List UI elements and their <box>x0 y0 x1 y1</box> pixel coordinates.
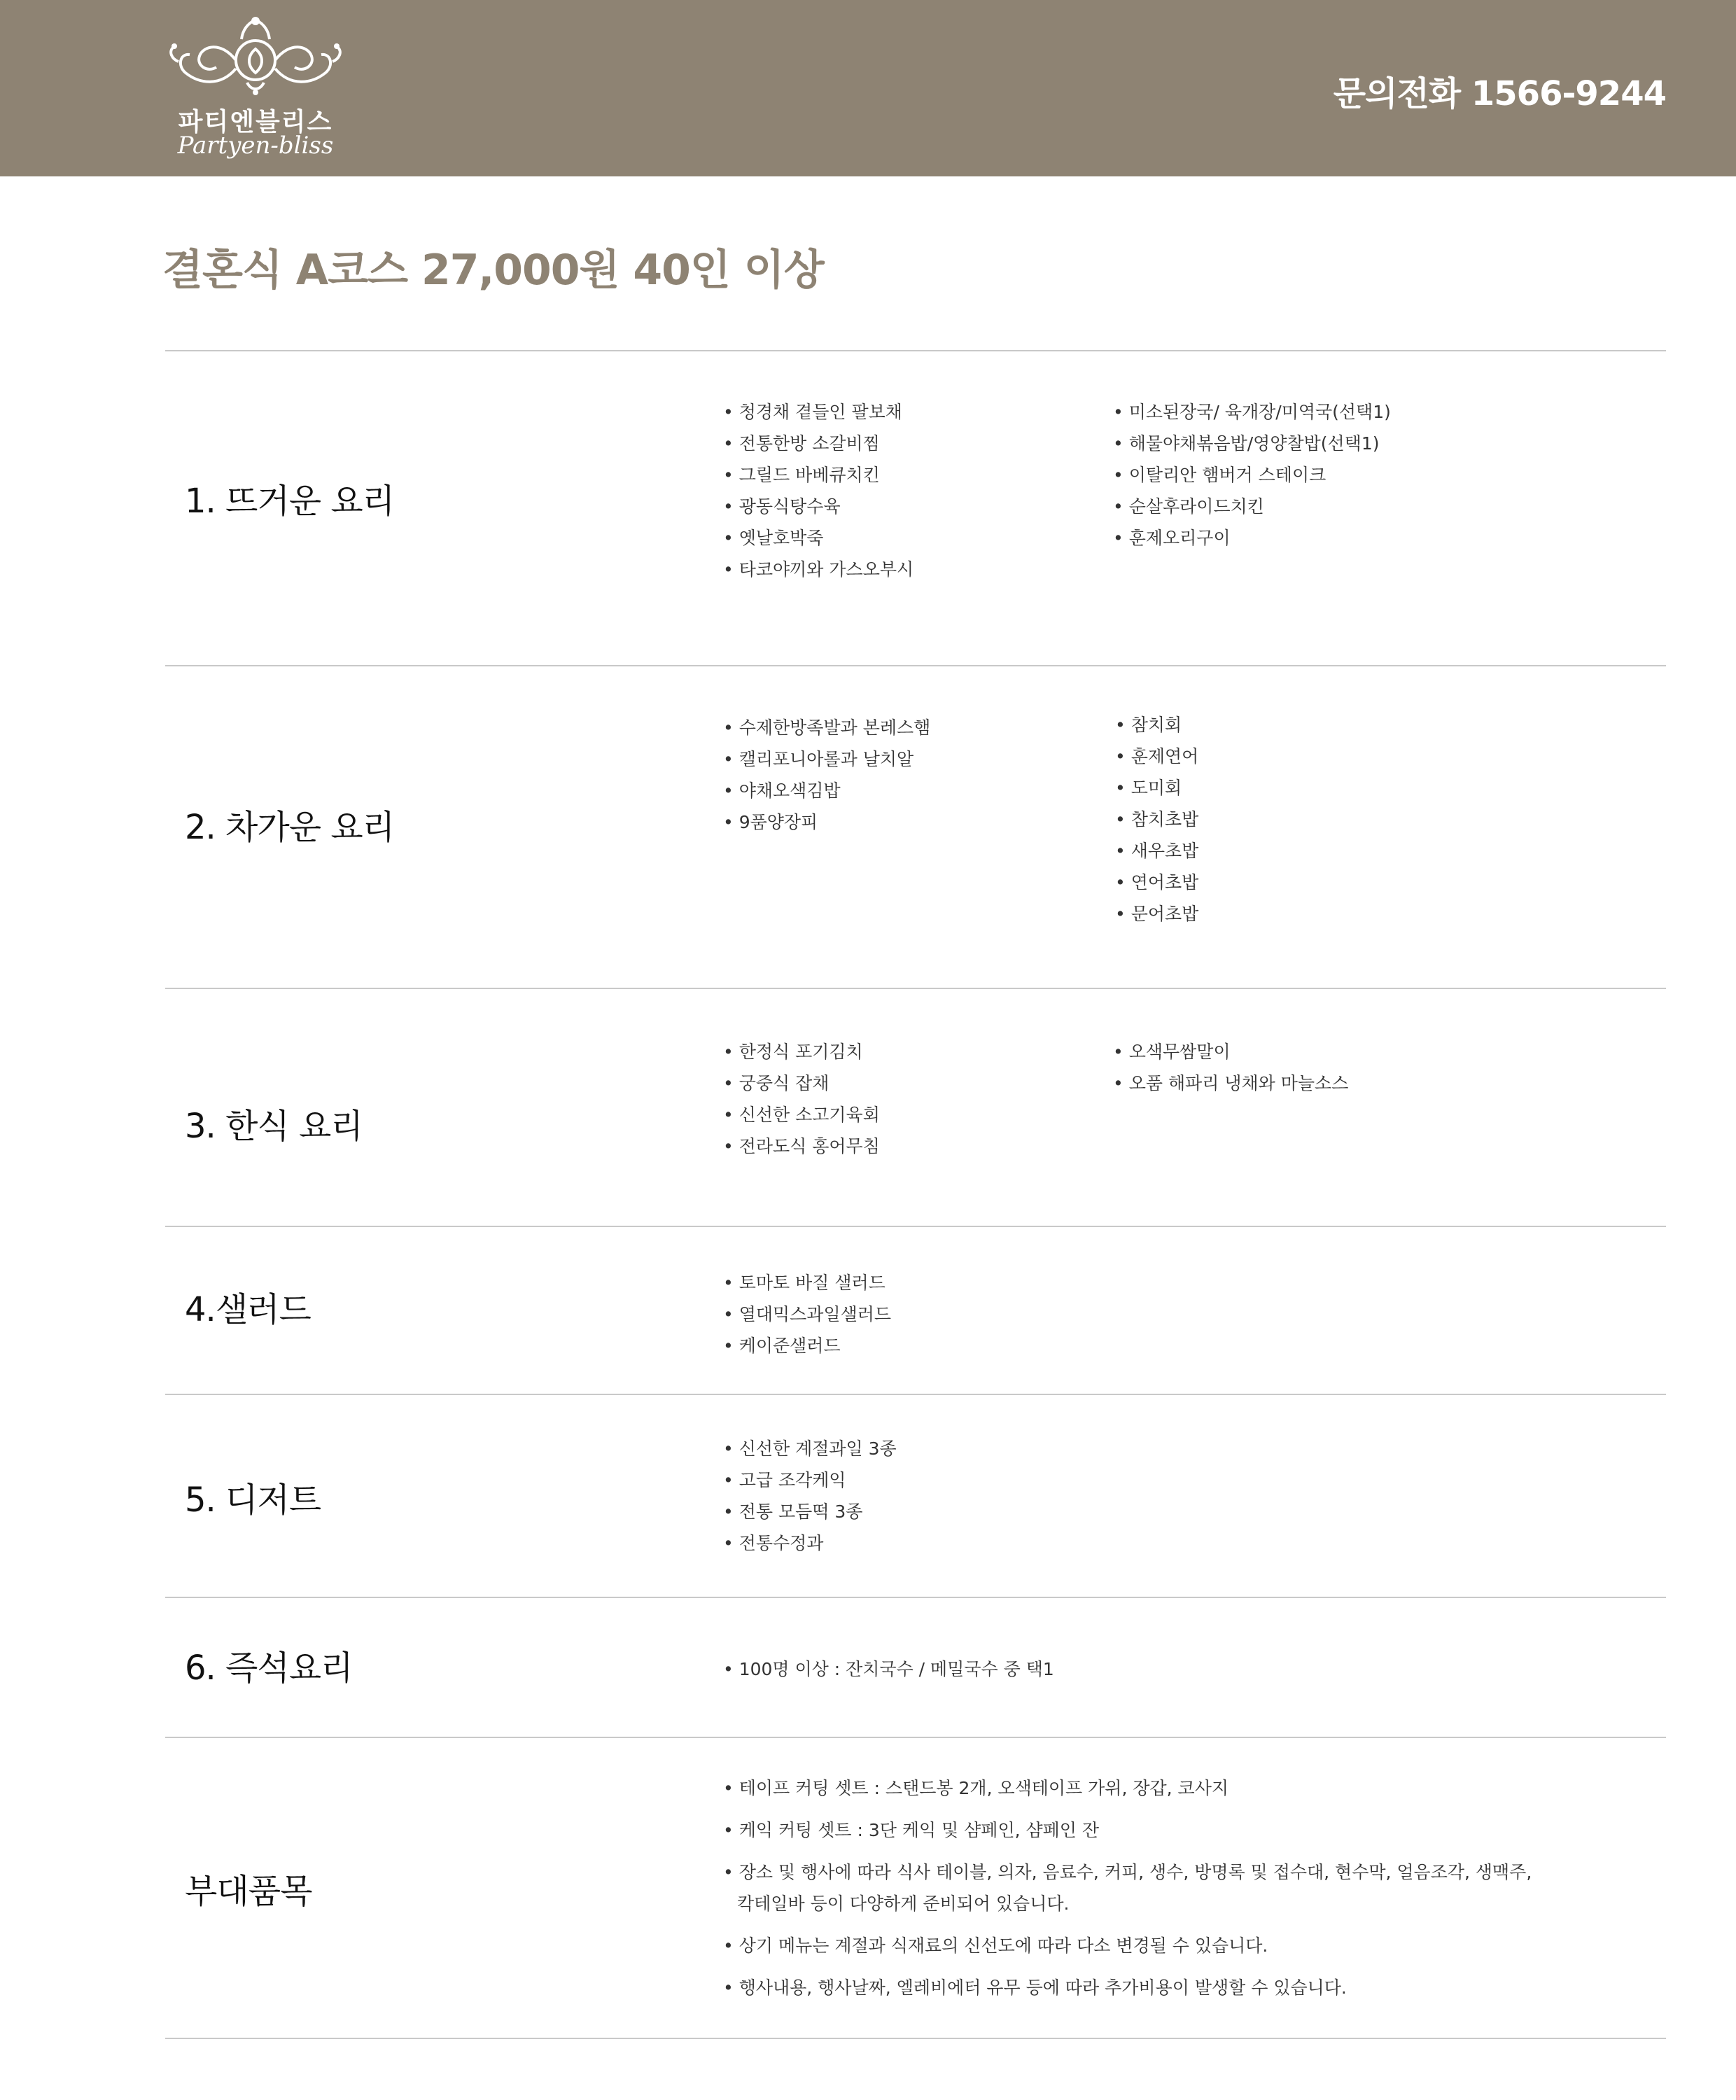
menu-item: • 훈제오리구이 <box>1113 522 1391 554</box>
divider <box>165 665 1666 666</box>
menu-item: • 그릴드 바베큐치킨 <box>723 459 913 491</box>
menu-item: • 순살후라이드치킨 <box>1113 491 1391 522</box>
menu-item: • 궁중식 잡채 <box>723 1068 880 1099</box>
list-item <box>723 1814 1532 1846</box>
section-title-korean-dishes: 3. 한식 요리 <box>185 1107 363 1146</box>
menu-item: • 한정식 포기김치 <box>723 1036 880 1068</box>
logo-korean-text: 파티엔블리스 <box>178 108 333 136</box>
section-title-cold-dishes: 2. 차가운 요리 <box>185 808 395 847</box>
ornament-icon <box>164 13 346 100</box>
logo-english-text: Partyen-bliss <box>177 132 334 160</box>
menu-item: • 해물야채볶음밥/영양찰밥(선택1) <box>1113 428 1391 459</box>
section-title-dessert: 5. 디저트 <box>185 1480 321 1520</box>
divider <box>165 1394 1666 1395</box>
section-title-hot-dishes: 1. 뜨거운 요리 <box>185 482 395 521</box>
menu-item: • 수제한방족발과 본레스햄 <box>723 712 930 743</box>
menu-item: • 9품양장피 <box>723 806 930 838</box>
extras-list <box>723 1772 1532 2014</box>
menu-item: • 야채오색김밥 <box>723 775 930 806</box>
contact-phone: 문의전화 1566-9244 <box>1333 74 1666 113</box>
divider <box>165 1737 1666 1738</box>
menu-item: • 케이준샐러드 <box>723 1330 891 1362</box>
menu-item: • 문어초밥 <box>1115 898 1198 930</box>
menu-list-dessert <box>723 1433 897 1559</box>
menu-list-cold-1 <box>723 712 930 838</box>
brand-logo[interactable] <box>161 13 350 167</box>
menu-item: • 오색무쌈말이 <box>1113 1036 1348 1068</box>
menu-item: • 연어초밥 <box>1115 867 1198 898</box>
menu-list-hot-2 <box>1113 396 1391 554</box>
menu-item: • 도미회 <box>1115 772 1198 804</box>
menu-item: • 전통한방 소갈비찜 <box>723 428 913 459</box>
divider <box>165 1597 1666 1598</box>
menu-item: • 열대믹스과일샐러드 <box>723 1298 891 1330</box>
menu-item: • 캘리포니아롤과 날치알 <box>723 743 930 775</box>
list-item <box>723 1772 1532 1804</box>
extras-item-text: 장소 및 행사에 따라 식사 테이블, 의자, 음료수, 커피, 생수, 방명록 및 접수대, 현수막, 얼음조각, 생맥주, <box>738 1862 1532 1882</box>
header-bar <box>0 0 1736 176</box>
list-item <box>723 1856 1532 1919</box>
menu-item: • 이탈리안 햄버거 스테이크 <box>1113 459 1391 491</box>
menu-item: • 옛날호박죽 <box>723 522 913 554</box>
extras-item-text: 케익 커팅 셋트 : 3단 케익 및 샴페인, 샴페인 잔 <box>738 1820 1100 1840</box>
extras-item-continuation: 칵테일바 등이 다양하게 준비되어 있습니다. <box>737 1893 1070 1914</box>
menu-list-cold-2 <box>1115 709 1198 930</box>
menu-list-live-cooking <box>723 1653 1054 1685</box>
menu-item: • 훈제연어 <box>1115 741 1198 772</box>
menu-item: • 오품 해파리 냉채와 마늘소스 <box>1113 1068 1348 1099</box>
list-item <box>723 1930 1532 1961</box>
menu-item: • 전통 모듬떡 3종 <box>723 1496 897 1527</box>
menu-item: • 고급 조각케익 <box>723 1464 897 1496</box>
divider <box>165 1226 1666 1227</box>
menu-item: • 광동식탕수육 <box>723 491 913 522</box>
menu-item: • 청경채 곁들인 팔보채 <box>723 396 913 428</box>
menu-item: • 미소된장국/ 육개장/미역국(선택1) <box>1113 396 1391 428</box>
divider <box>165 988 1666 989</box>
section-title-salad: 4.샐러드 <box>185 1290 311 1329</box>
menu-item: • 100명 이상 : 잔치국수 / 메밀국수 중 택1 <box>723 1653 1054 1685</box>
divider <box>165 350 1666 351</box>
extras-item-text: 상기 메뉴는 계절과 식재료의 신선도에 따라 다소 변경될 수 있습니다. <box>738 1935 1268 1956</box>
menu-list-hot-1 <box>723 396 913 585</box>
menu-list-korean-1 <box>723 1036 880 1162</box>
extras-item-text: 테이프 커팅 셋트 : 스탠드봉 2개, 오색테이프 가위, 장갑, 코사지 <box>738 1778 1228 1798</box>
page-title: 결혼식 A코스 27,000원 40인 이상 <box>162 246 824 295</box>
menu-list-korean-2 <box>1113 1036 1348 1099</box>
section-title-live-cooking: 6. 즉석요리 <box>185 1648 353 1688</box>
menu-item: • 토마토 바질 샐러드 <box>723 1267 891 1298</box>
extras-item-text: 행사내용, 행사날짜, 엘레비에터 유무 등에 따라 추가비용이 발생할 수 있습니다. <box>738 1977 1347 1998</box>
menu-item: • 신선한 계절과일 3종 <box>723 1433 897 1464</box>
divider <box>165 2038 1666 2039</box>
menu-item: • 전라도식 홍어무침 <box>723 1130 880 1162</box>
menu-item: • 참치회 <box>1115 709 1198 741</box>
section-title-extras: 부대품목 <box>185 1872 312 1911</box>
menu-item: • 전통수정과 <box>723 1527 897 1559</box>
menu-item: • 참치초밥 <box>1115 804 1198 835</box>
menu-item: • 타코야끼와 가스오부시 <box>723 554 913 585</box>
menu-item: • 신선한 소고기육회 <box>723 1099 880 1130</box>
menu-list-salad <box>723 1267 891 1362</box>
list-item <box>723 1972 1532 2003</box>
menu-item: • 새우초밥 <box>1115 835 1198 867</box>
